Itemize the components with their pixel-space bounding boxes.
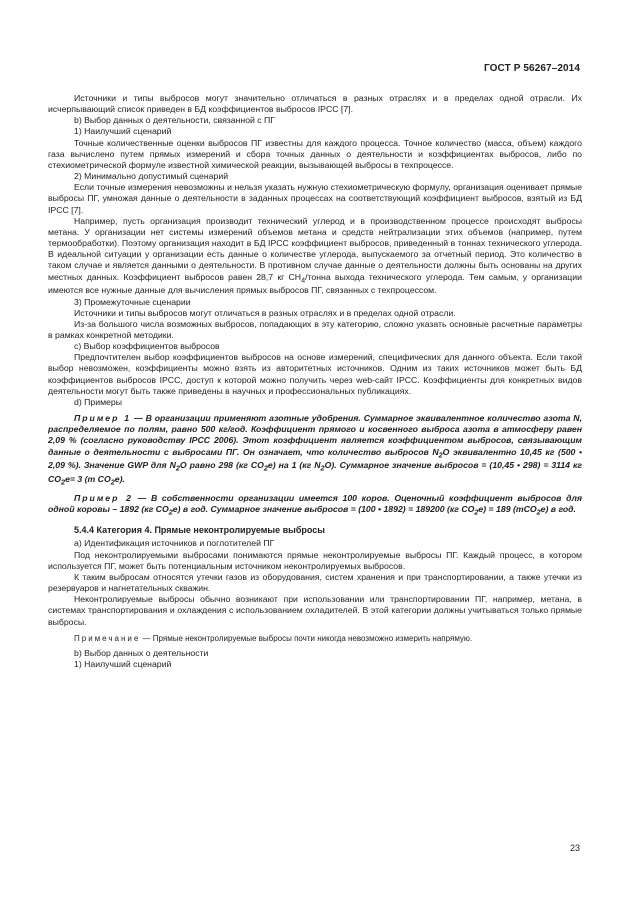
paragraph: Точные количественные оценки выбросов ПГ известны для каждого процесса. Точное количество (масса, объем) каждого газа вычислено путем прямых измерений и сбора точных данных о деятельности и коэффициентах выбросов, либо по стехиометрической формуле известной химической реакции, вызывающей выбросы в техпроцессе. [48, 137, 582, 170]
list-item: d) Примеры [74, 396, 122, 407]
paragraph: Неконтролируемые выбросы обычно возникают при использовании или транспортировании ПГ, например, метана, в системах транспортирования и охлаждения с использованием охладителей. В этой категории должны учитываться только прямые выбросы. [48, 594, 582, 627]
paragraph: Под неконтролируемыми выбросами понимаются прямые неконтролируемые выбросы ПГ. Каждый процесс, в котором используется ПГ, может быть потенциальным источником неконтролируемых выбросов. [48, 549, 582, 571]
example-1: Пример 1 — В организации применяют азотные удобрения. Суммарное эквивалентное количество азота N, распределяемое по полям, равно 500 кг/год. Коэффициент прямого и косвенного выброса азота в атмосферу равен 2,09 % (согласно руководству IPCC 2006). Этот коэффициент является коэффициентом выбросов, связывающим данные о деятельности с выбросами ПГ. Он означает, что количество выбросов $N_2O$ эквивалентно 10,45 кг (500 • 2,09 %). Значение GWP для $N_2O$ равно 298 (кг $CO_2e$) на 1 (кг $N_2O$). Суммарное значение выбросов = (10,45 • 298) = 3114 кг $CO_2e= 3$ (т $CO_2e$). [48, 413, 583, 488]
paragraph: Источники и типы выбросов могут отличаться в разных отраслях и в пределах одной отрасли. [74, 307, 456, 318]
list-item: b) Выбор данных о деятельности, связанной с ПГ [74, 115, 276, 126]
list-item: 2) Минимально допустимый сценарий [74, 171, 229, 182]
note: Примечание — Прямые неконтролируемые выбросы почти никогда невозможно измерить напрямую. [74, 633, 473, 643]
paragraph: Источники и типы выбросов могут значительно отличаться в разных отраслях и в пределах одной отрасли. Их исчерпывающий список приведен в БД коэффициентов выбросов IPCC [7]. [48, 93, 582, 115]
list-item: 3) Промежуточные сценарии [74, 296, 191, 307]
list-item: a) Идентификация источников и поглотителей ПГ [74, 538, 275, 549]
page-number: 23 [569, 843, 580, 853]
paragraph: Например, пусть организация производит технический углерод и в производственном процессе происходят выбросы метана. У организации нет системы измерений объемов метана и средств нейтрализации этих объемов (например, путем термообработки). Поэтому организация находит в БД IPCC коэффициент выбросов, приведенный в тоннах технического углерода. В идеальной ситуации у организации есть данные о количестве углерода, выпускаемого за отчетный период. Это количество в таком случае и является данными о деятельности. В противном случае данные о деятельности должны быть основаны на других местных данных. Коэффициент выбросов равен 28,7 кг $CH_4$/тонна выхода технического углерода. Тем самым, у организации имеются все нужные данные для вычисления прямых выбросов ПГ, связанных с техпроцессом. [48, 215, 582, 296]
list-item: c) Выбор коэффициентов выбросов [74, 341, 220, 352]
list-item: b) Выбор данных о деятельности [74, 647, 209, 658]
section-heading: 5.4.4 Категория 4. Прямые неконтролируемые выбросы [74, 525, 325, 536]
paragraph: К таким выбросам относятся утечки газов из оборудования, систем хранения и при транспортировании, а также утечки из резервуаров и нагнетательных скважин. [48, 571, 582, 594]
page-body [48, 93, 582, 670]
paragraph: Из-за большого числа возможных выбросов, попадающих в эту категорию, сложно указать основные расчетные параметры в рамках конкретной методики. [48, 318, 582, 341]
standard-number: ГОСТ Р 56267–2014 [484, 63, 580, 74]
list-item: 1) Наилучший сценарий [74, 126, 172, 137]
paragraph: Предпочтителен выбор коэффициентов выбросов на основе измерений, специфических для данного объекта. Если такой выбор невозможен, коэффициенты можно взять из авторитетных источников. Одним из таких источников может быть БД коэффициентов выбросов IPCC, доступ к которой можно получить через web-сайт IPCC. Коэффициенты для конкретных видов деятельности могут быть также приведены в научных и профессиональных публикациях. [48, 352, 582, 396]
example-2: Пример 2 — В собственности организации имеется 100 коров. Оценочный коэффициент выбросов для одной коровы – 1892 (кг $CO_2e$) в год. Суммарное значение выбросов = (100 • 1892) = 189200 (кг $CO_2e) = 189$ (тCO$_2$e) в год. [48, 493, 582, 518]
paragraph: Если точные измерения невозможны и нельзя указать нужную стехиометрическую формулу, организация оценивает прямые выбросы ПГ, умножая данные о деятельности в заданных процессах на соответствующий коэффициент выбросов, взятый из БД IPCC [7]. [48, 182, 582, 215]
list-item: 1) Наилучший сценарий [74, 659, 172, 670]
